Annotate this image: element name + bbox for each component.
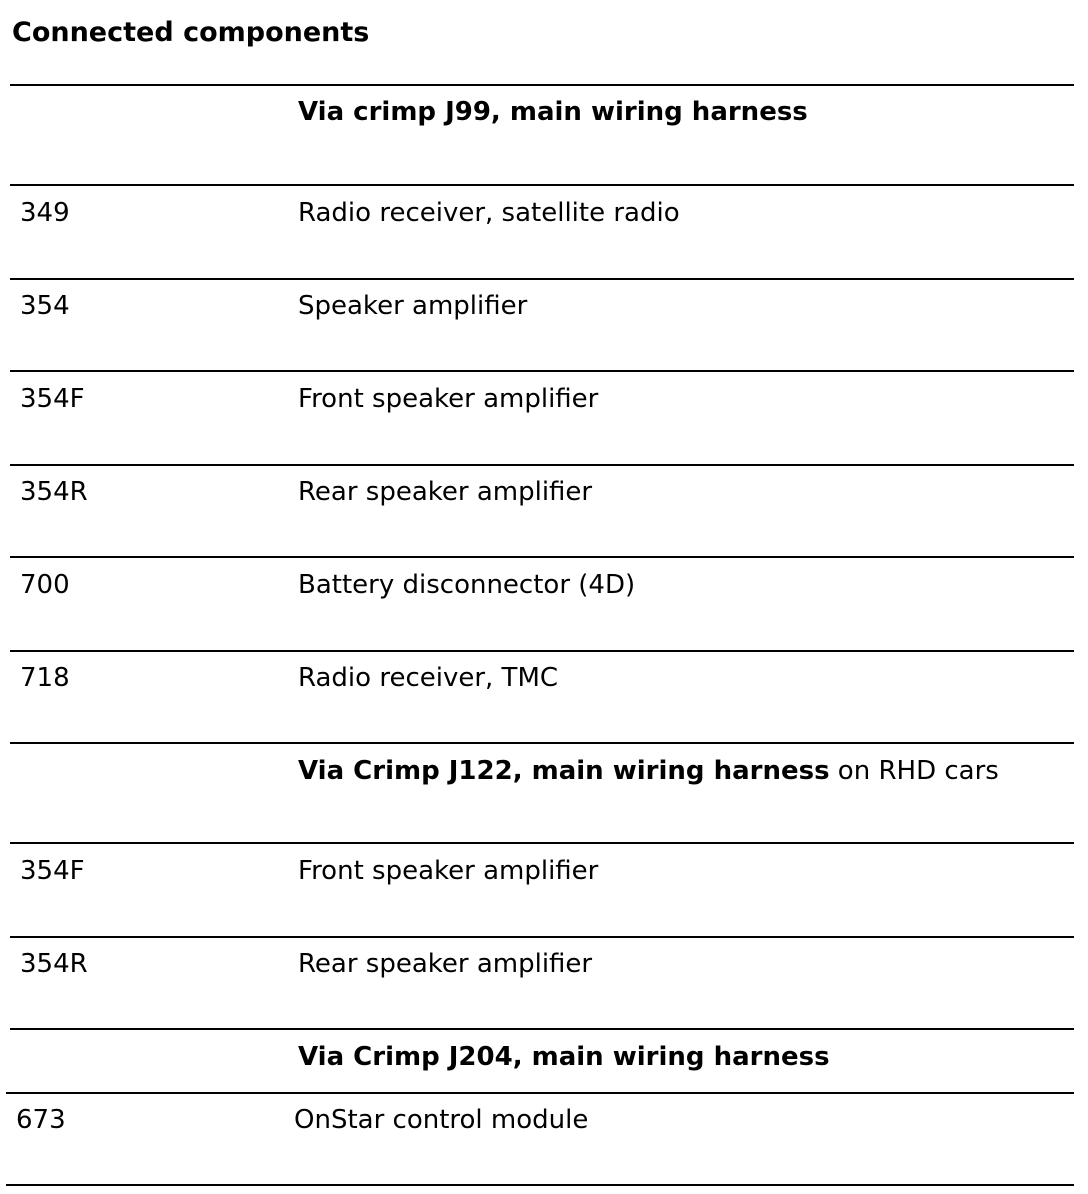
table-rule bbox=[10, 278, 1074, 280]
component-code: 700 bbox=[20, 570, 70, 600]
component-description: OnStar control module bbox=[294, 1105, 589, 1135]
table-row bbox=[298, 755, 999, 787]
table-row bbox=[298, 1041, 830, 1073]
page-title: Connected components bbox=[12, 17, 370, 48]
component-description: Front speaker amplifier bbox=[298, 856, 599, 886]
component-description: Radio receiver, satellite radio bbox=[298, 198, 680, 228]
table-rule bbox=[10, 556, 1074, 558]
component-code: 673 bbox=[16, 1105, 66, 1135]
component-code: 354 bbox=[20, 291, 70, 321]
table-row bbox=[298, 96, 808, 128]
table-rule bbox=[10, 184, 1074, 186]
table-rule bbox=[10, 650, 1074, 652]
section-header: Via crimp J99, main wiring harness bbox=[298, 97, 808, 127]
table-rule bbox=[6, 1092, 1074, 1094]
section-header: Via Crimp J122, main wiring harness bbox=[298, 756, 830, 786]
component-description: Radio receiver, TMC bbox=[298, 663, 559, 693]
component-code: 718 bbox=[20, 663, 70, 693]
component-description: Speaker amplifier bbox=[298, 291, 528, 321]
table-rule bbox=[10, 370, 1074, 372]
section-header: Via Crimp J204, main wiring harness bbox=[298, 1042, 830, 1072]
table-rule bbox=[10, 464, 1074, 466]
table-rule bbox=[10, 1028, 1074, 1030]
table-rule bbox=[10, 84, 1074, 86]
component-description: Rear speaker amplifier bbox=[298, 477, 593, 507]
component-description: Front speaker amplifier bbox=[298, 384, 599, 414]
section-header-suffix: on RHD cars bbox=[829, 756, 999, 786]
table-rule bbox=[10, 936, 1074, 938]
table-rule bbox=[10, 842, 1074, 844]
component-code: 354F bbox=[20, 384, 85, 414]
component-code: 354R bbox=[20, 477, 88, 507]
component-code: 354F bbox=[20, 856, 85, 886]
table-rule bbox=[6, 1184, 1074, 1186]
table-rule bbox=[10, 742, 1074, 744]
component-code: 354R bbox=[20, 949, 88, 979]
component-description: Battery disconnector (4D) bbox=[298, 570, 636, 600]
component-description: Rear speaker amplifier bbox=[298, 949, 593, 979]
component-code: 349 bbox=[20, 198, 70, 228]
